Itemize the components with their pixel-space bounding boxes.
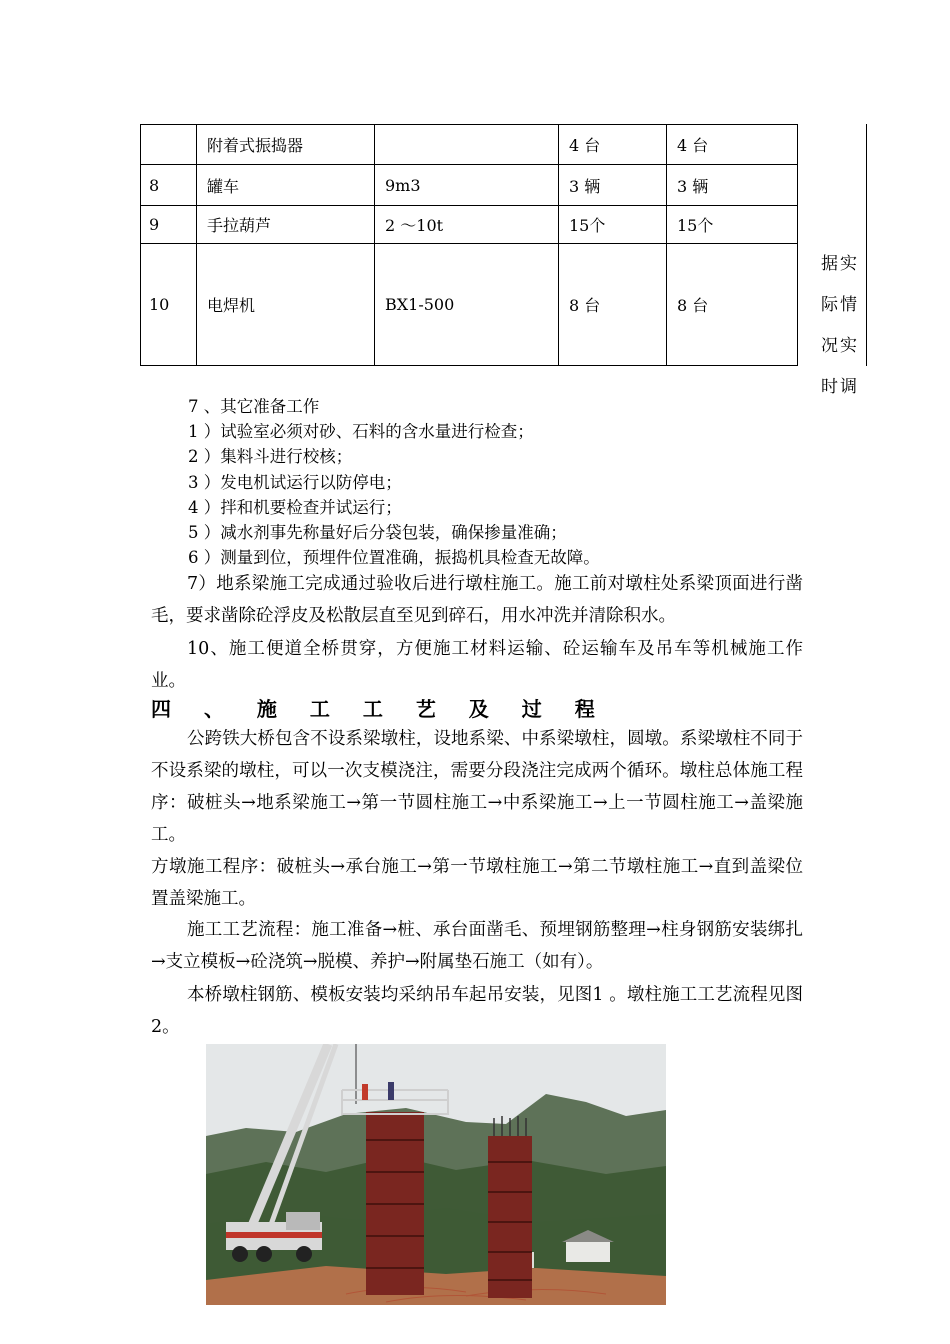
remark-line: 际情 xyxy=(821,295,859,315)
paragraph-pier-construction: 7）地系梁施工完成通过验收后进行墩柱施工。施工前对墩柱处系梁顶面进行凿毛，要求凿除砼浮皮及松散层直至见到碎石，用水冲洗并清除积水。 xyxy=(151,574,803,626)
section-title: 7 、其它准备工作 xyxy=(188,397,320,416)
quantity-planned: 3 辆 xyxy=(559,165,667,206)
remark-line: 况实 xyxy=(821,336,859,356)
paragraph-crane-installation: 本桥墩柱钢筋、模板安装均采纳吊车起吊安装，见图1 。墩柱施工工艺流程见图2。 xyxy=(151,985,803,1037)
quantity-actual: 8 台 xyxy=(667,244,798,366)
equipment-name: 附着式振捣器 xyxy=(197,125,375,165)
quantity-planned: 15个 xyxy=(559,206,667,244)
remark-line: 据实 xyxy=(821,254,859,274)
quantity-planned: 8 台 xyxy=(559,244,667,366)
paragraph-intro: 公跨铁大桥包含不设系梁墩柱，设地系梁、中系梁墩柱，圆墩。系梁墩柱不同于不设系梁的墩柱，可以一次支模浇注，需要分段浇注完成两个循环。墩柱总体施工程序：破桩头→地系梁施工→第一节圆柱施工→中系梁施工→上一节圆柱施工→盖梁施工。 xyxy=(151,729,803,845)
remark-line: 时调 xyxy=(821,377,859,397)
list-item: 4 ）拌和机要检查并试运行； xyxy=(188,497,402,517)
paragraph-process-flow: 施工工艺流程：施工准备→桩、承台面凿毛、预埋钢筋整理→柱身钢筋安装绑扎→支立模板→砼浇筑→脱模、养护→附属垫石施工（如有）。 xyxy=(151,920,803,972)
table-row xyxy=(141,125,798,165)
table-row xyxy=(141,244,798,366)
section-heading: 四 、 施 工 工 艺 及 过 程 xyxy=(151,697,608,721)
remark-note xyxy=(821,244,865,408)
list-item: 1 ）试验室必须对砂、石料的含水量进行检查； xyxy=(188,422,534,442)
list-item: 5 ）减水剂事先称量好后分袋包装，确保掺量准确； xyxy=(188,523,567,543)
list-item: 6 ）测量到位，预埋件位置准确，振捣机具检查无故障。 xyxy=(188,548,600,568)
equipment-table xyxy=(140,124,798,366)
quantity-planned: 4 台 xyxy=(559,125,667,165)
list-item: 2 ）集料斗进行校核； xyxy=(188,447,353,467)
equipment-spec: 9m3 xyxy=(375,165,559,206)
quantity-actual: 15个 xyxy=(667,206,798,244)
paragraph-square-pier: 方墩施工程序：破桩头→承台施工→第一节墩柱施工→第二节墩柱施工→直到盖梁位置盖梁施工。 xyxy=(151,857,803,909)
row-number: 8 xyxy=(141,165,197,206)
list-item: 3 ）发电机试运行以防停电； xyxy=(188,472,402,492)
remark-column-border xyxy=(866,124,867,366)
equipment-spec xyxy=(375,125,559,165)
row-number: 10 xyxy=(141,244,197,366)
paragraph-access-road: 10、施工便道全桥贯穿，方便施工材料运输、砼运输车及吊车等机械施工作业。 xyxy=(151,639,803,691)
construction-photo-icon xyxy=(206,1044,666,1305)
equipment-spec: 2 ～10t xyxy=(375,206,559,244)
quantity-actual: 3 辆 xyxy=(667,165,798,206)
equipment-name: 手拉葫芦 xyxy=(197,206,375,244)
other-preparation-section xyxy=(188,394,600,570)
row-number xyxy=(141,125,197,165)
equipment-name: 电焊机 xyxy=(197,244,375,366)
row-number: 9 xyxy=(141,206,197,244)
quantity-actual: 4 台 xyxy=(667,125,798,165)
equipment-spec: BX1-500 xyxy=(375,244,559,366)
equipment-name: 罐车 xyxy=(197,165,375,206)
table-row xyxy=(141,165,798,206)
table-row xyxy=(141,206,798,244)
